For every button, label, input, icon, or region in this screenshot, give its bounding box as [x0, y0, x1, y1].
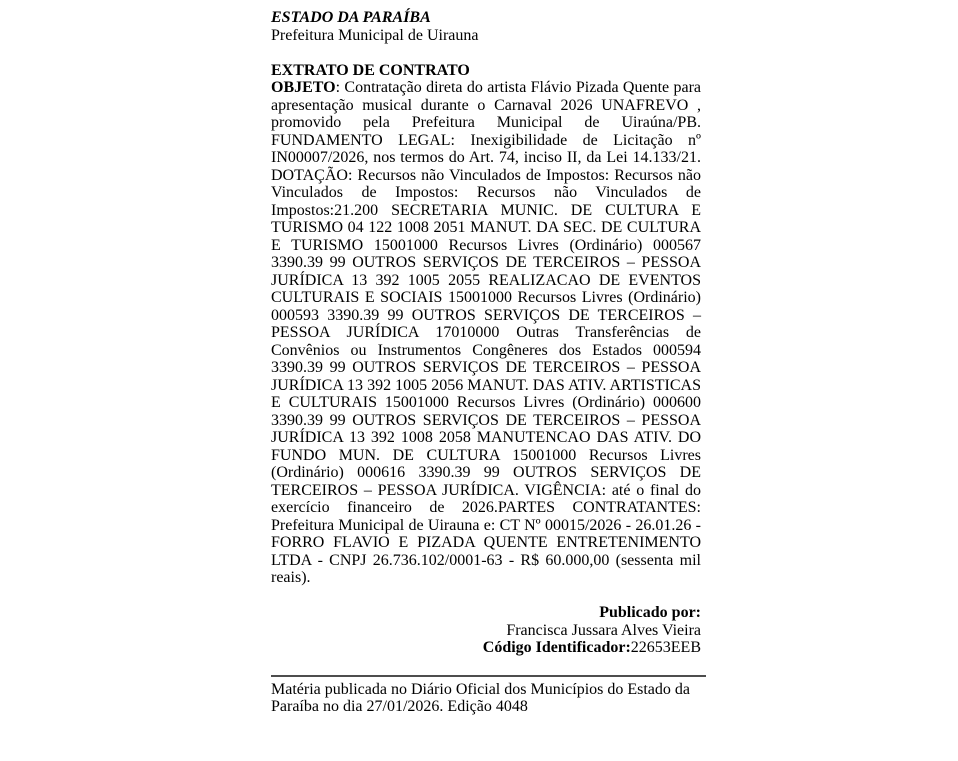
spacer — [271, 44, 701, 62]
contract-body — [271, 79, 701, 587]
publisher-name: Francisca Jussara Alves Vieira — [506, 621, 701, 639]
identifier-line — [271, 639, 701, 657]
gazette-extract-page — [271, 9, 701, 716]
published-by-label: Publicado por: — [599, 604, 701, 621]
municipality-name: Prefeitura Municipal de Uirauna — [271, 26, 479, 44]
objeto-label: OBJETO — [271, 79, 336, 96]
publication-block — [271, 604, 701, 657]
identifier-label: Código Identificador: — [482, 639, 631, 656]
footer-divider — [271, 675, 706, 677]
identifier-code: 22653EEB — [630, 639, 701, 656]
contract-body-text: : Contratação direta do artista Flávio Pizada Quente para apresentação musical durante o Carnaval 2026 UNAFREVO , promovido pela Prefeitura Municipal de Uiraúna/PB. FUNDAMENTO LEGAL: Inexigibilidade de Licitação nº IN00007/2026, nos termos do Art. 74, inciso II, da Lei 14.133/21. DOTAÇÃO: Recursos não Vinculados de Impostos: Recursos não Vinculados de Impostos: Recursos não Vinculados de Impostos:21.200 SECRETARIA MUNIC. DE CULTURA E TURISMO 04 122 1008 2051 MANUT. DA SEC. DE CULTURA E TURISMO 15001000 Recursos Livres (Ordinário) 000567 3390.39 99 OUTROS SERVIÇOS DE TERCEIROS – PESSOA JURÍDICA 13 392 1005 2055 REALIZACAO DE EVENTOS CULTURAIS E SOCIAIS 15001000 Recursos Livres (Ordinário) 000593 3390.39 99 OUTROS SERVIÇOS DE TERCEIROS – PESSOA JURÍDICA 17010000 Outras Transferências de Convênios ou Instrumentos Congêneres dos Estados 000594 3390.39 99 OUTROS SERVIÇOS DE TERCEIROS – PESSOA JURÍDICA 13 392 1005 2056 MANUT. DAS ATIV. ARTISTICAS E CULTURAIS 15001000 Recursos Livres (Ordinário) 000600 3390.39 99 OUTROS SERVIÇOS DE TERCEIROS – PESSOA JURÍDICA 13 392 1008 2058 MANUTENCAO DAS ATIV. DO FUNDO MUN. DE CULTURA 15001000 Recursos Livres (Ordinário) 000616 3390.39 99 OUTROS SERVIÇOS DE TERCEIROS – PESSOA JURÍDICA. VIGÊNCIA: até o final do exercício financeiro de 2026.PARTES CONTRATANTES: Prefeitura Municipal de Uirauna e: CT Nº 00015/2026 - 26.01.26 - FORRO FLAVIO E PIZADA QUENTE ENTRETENIMENTO LTDA - CNPJ 26.736.102/0001-63 - R$ 60.000,00 (sessenta mil reais). — [271, 79, 701, 586]
publication-note: Matéria publicada no Diário Oficial dos Municípios do Estado da Paraíba no dia 27/01/2026. Edição 4048 — [271, 680, 691, 715]
state-title: ESTADO DA PARAÍBA — [271, 9, 431, 26]
contract-heading: EXTRATO DE CONTRATO — [271, 61, 470, 79]
